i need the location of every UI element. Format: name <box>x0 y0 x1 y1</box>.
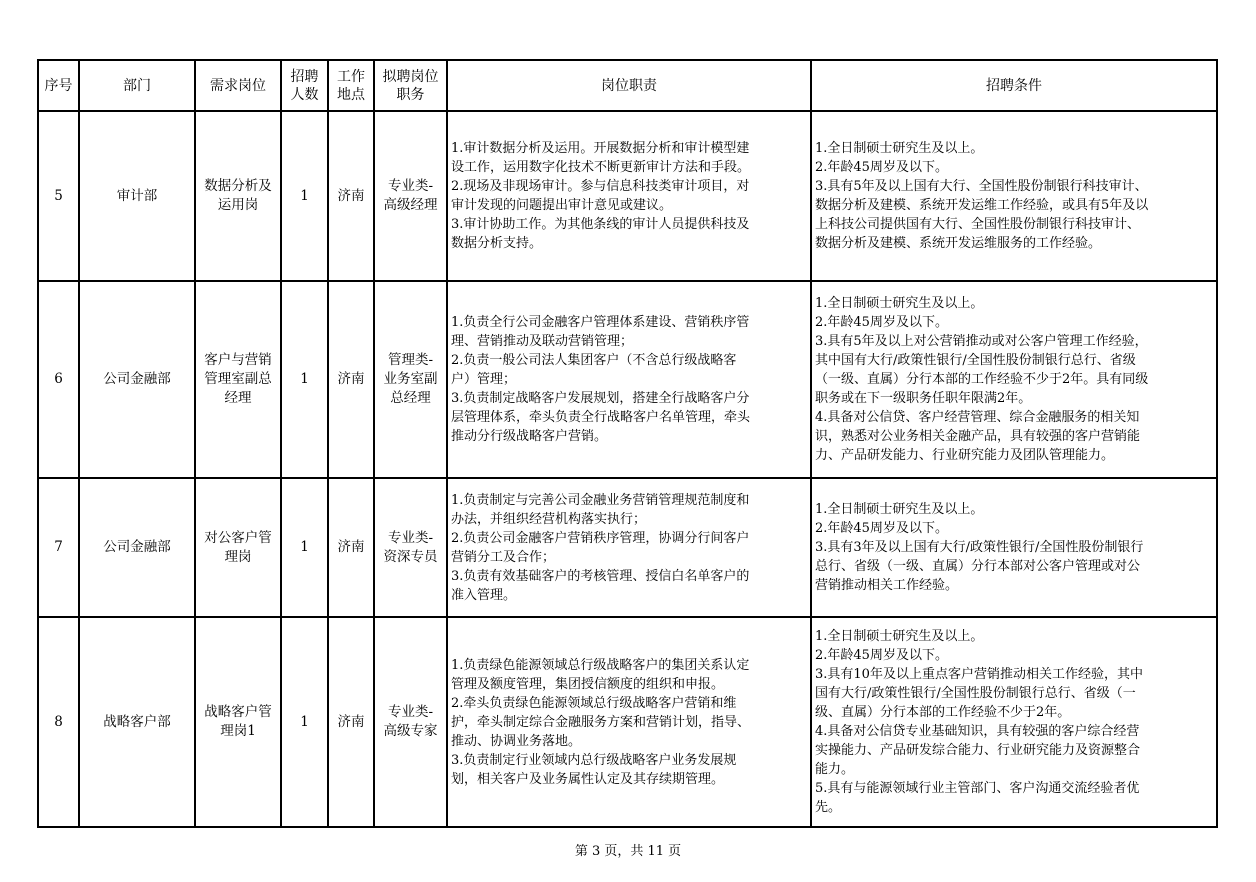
header-count <box>281 60 328 111</box>
cell-duties-line: 3.负责制定行业领域内总行级战略客户业务发展规 <box>451 752 737 768</box>
cell-duties-line: 营销分工及合作； <box>451 549 556 565</box>
cell-requirements-line: 1.全日制硕士研究生及以上。 <box>815 629 984 644</box>
cell-requirements-line: 力、产品研发能力、行业研究能力及团队管理能力。 <box>815 448 1115 463</box>
header-text-line: 部门 <box>123 77 151 94</box>
cell-duties-line: 层管理体系，牵头负责全行战略客户名单管理，牵头 <box>451 410 751 425</box>
cell-title-line: 业务室副 <box>383 371 438 387</box>
cell-duties <box>447 617 811 827</box>
cell-duties <box>447 281 811 478</box>
cell-requirements <box>811 281 1217 478</box>
cell-count: 1 <box>281 281 328 478</box>
cell-requirements-line: （一级、直属）分行本部的工作经验不少于2年。具有同级 <box>815 372 1149 387</box>
cell-position-line: 理岗 <box>224 548 252 565</box>
cell-requirements-line: 3.具有5年及以上国有大行、全国性股份制银行科技审计、 <box>815 179 1148 194</box>
cell-requirements-line: 5.具有与能源领域行业主管部门、客户沟通交流经验者优 <box>815 781 1140 796</box>
cell-requirements <box>811 478 1217 617</box>
cell-duties-line: 1.负责制定与完善公司金融业务营销管理规范制度和 <box>451 492 750 508</box>
cell-title-line: 管理类- <box>387 352 434 368</box>
cell-duties-line: 2.现场及非现场审计。参与信息科技类审计项目，对 <box>451 179 750 194</box>
cell-position <box>195 281 281 478</box>
cell-position-line: 客户与营销 <box>204 352 272 368</box>
header-requirements <box>811 60 1217 111</box>
cell-duties-line: 推动、协调业务落地。 <box>451 733 582 749</box>
cell-duties-line: 护，牵头制定综合金融服务方案和营销计划，指导、 <box>451 714 751 730</box>
cell-requirements-line: 2.年龄45周岁及以下。 <box>815 521 948 536</box>
header-text-line: 岗位职责 <box>601 77 657 94</box>
header-text-line: 需求岗位 <box>210 77 266 94</box>
cell-duties <box>447 111 811 281</box>
header-no <box>38 60 79 111</box>
header-text-line: 工作 <box>337 68 365 85</box>
cell-duties-line: 2.牵头负责绿色能源领域总行级战略客户营销和维 <box>451 695 737 711</box>
cell-requirements-line: 上科技公司提供国有大行、全国性股份制银行科技审计、 <box>815 217 1141 232</box>
header-duties <box>447 60 811 111</box>
cell-requirements-line: 1.全日制硕士研究生及以上。 <box>815 141 984 156</box>
cell-title-line: 专业类- <box>387 529 434 546</box>
cell-duties-line: 办法，并组织经营机构落实执行； <box>451 511 647 527</box>
table-row <box>38 478 1217 617</box>
cell-duties <box>447 478 811 617</box>
cell-position <box>195 111 281 281</box>
cell-title <box>374 111 447 281</box>
cell-title-line: 总经理 <box>390 390 431 406</box>
recruitment-table <box>37 59 1218 828</box>
cell-no: 8 <box>38 617 79 827</box>
cell-location: 济南 <box>328 617 374 827</box>
cell-requirements-line: 4.具备对公信贷专业基础知识，具有较强的客户综合经营 <box>815 724 1140 739</box>
cell-position-line: 运用岗 <box>217 197 259 213</box>
cell-duties-line: 1.负责全行公司金融客户管理体系建设、营销秩序管 <box>451 315 750 330</box>
cell-no: 6 <box>38 281 79 478</box>
cell-count: 1 <box>281 617 328 827</box>
cell-location: 济南 <box>328 281 374 478</box>
cell-duties-line: 管理及额度管理，集团授信额度的组织和申报。 <box>451 676 725 692</box>
header-text-line: 序号 <box>44 77 73 94</box>
cell-duties-line: 数据分析支持。 <box>451 236 543 251</box>
cell-duties-line: 2.负责公司金融客户营销秩序管理，协调分行间客户 <box>451 530 750 546</box>
cell-duties-line: 设工作，运用数字化技术不断更新审计方法和手段。 <box>451 160 751 175</box>
cell-requirements-line: 级、直属）分行本部的工作经验不少于2年。 <box>815 705 1071 720</box>
cell-duties-line: 户）管理； <box>451 372 517 387</box>
cell-duties-line: 划，相关客户及业务属性认定及其存续期管理。 <box>451 771 725 787</box>
cell-no: 5 <box>38 111 79 281</box>
cell-duties-line: 推动分行级战略客户营销。 <box>451 429 608 444</box>
cell-no: 7 <box>38 478 79 617</box>
cell-title <box>374 281 447 478</box>
cell-requirements-line: 总行、省级（一级、直属）分行本部对公客户管理或对公 <box>815 559 1141 574</box>
cell-duties-line: 审计发现的问题提出审计意见或建议。 <box>451 198 673 213</box>
header-text-line: 职务 <box>396 86 425 103</box>
cell-position-line: 管理室副总 <box>204 371 272 387</box>
cell-position-line: 经理 <box>224 390 252 406</box>
cell-location: 济南 <box>328 478 374 617</box>
page-number: 第 3 页，共 11 页 <box>574 844 682 859</box>
cell-requirements-line: 2.年龄45周岁及以下。 <box>815 648 948 663</box>
cell-requirements-line: 营销推动相关工作经验。 <box>815 578 959 593</box>
header-title <box>374 60 447 111</box>
cell-duties-line: 3.审计协助工作。为其他条线的审计人员提供科技及 <box>451 217 750 232</box>
cell-department: 公司金融部 <box>79 281 195 478</box>
cell-requirements-line: 3.具有3年及以上国有大行/政策性银行/全国性股份制银行 <box>815 540 1144 555</box>
cell-requirements-line: 职务或在下一级职务任职年限满2年。 <box>815 391 1032 406</box>
cell-department: 审计部 <box>79 111 195 281</box>
cell-title <box>374 617 447 827</box>
cell-requirements-line: 2.年龄45周岁及以下。 <box>815 160 948 175</box>
header-text-line: 地点 <box>337 86 365 103</box>
header-text-line: 人数 <box>290 86 319 103</box>
cell-requirements-line: 1.全日制硕士研究生及以上。 <box>815 296 984 311</box>
cell-requirements <box>811 617 1217 827</box>
table-header-row <box>38 60 1217 111</box>
cell-title-line: 资深专员 <box>383 548 438 565</box>
table-row <box>38 281 1217 478</box>
cell-requirements-line: 先。 <box>815 800 842 815</box>
cell-title <box>374 478 447 617</box>
cell-requirements-line: 4.具备对公信贷、客户经营管理、综合金融服务的相关知 <box>815 410 1140 425</box>
cell-department: 战略客户部 <box>79 617 195 827</box>
cell-requirements-line: 其中国有大行/政策性银行/全国性股份制银行总行、省级 <box>815 353 1136 368</box>
cell-duties-line: 2.负责一般公司法人集团客户（不含总行级战略客 <box>451 353 737 368</box>
table-row <box>38 111 1217 281</box>
cell-position-line: 对公客户管 <box>204 529 272 546</box>
cell-requirements-line: 国有大行/政策性银行/全国性股份制银行总行、省级（一 <box>815 686 1136 701</box>
table-row <box>38 617 1217 827</box>
header-department <box>79 60 195 111</box>
cell-requirements-line: 数据分析及建模、系统开发运维服务的工作经验。 <box>815 236 1102 251</box>
cell-requirements-line: 3.具有5年及以上对公营销推动或对公客户管理工作经验， <box>815 334 1148 349</box>
cell-duties-line: 1.负责绿色能源领域总行级战略客户的集团关系认定 <box>451 657 750 673</box>
cell-duties-line: 3.负责制定战略客户发展规划，搭建全行战略客户分 <box>451 391 750 406</box>
cell-requirements-line: 能力。 <box>815 762 855 777</box>
cell-title-line: 高级经理 <box>383 197 438 213</box>
cell-requirements-line: 1.全日制硕士研究生及以上。 <box>815 502 984 517</box>
cell-count: 1 <box>281 478 328 617</box>
header-location <box>328 60 374 111</box>
header-position <box>195 60 281 111</box>
cell-title-line: 高级专家 <box>383 723 438 739</box>
cell-requirements-line: 3.具有10年及以上重点客户营销推动相关工作经验，其中 <box>815 667 1143 682</box>
cell-requirements-line: 2.年龄45周岁及以下。 <box>815 315 948 330</box>
cell-position <box>195 478 281 617</box>
cell-location: 济南 <box>328 111 374 281</box>
cell-title-line: 专业类- <box>387 178 434 194</box>
cell-requirements-line: 数据分析及建模、系统开发运维工作经验，或具有5年及以 <box>815 198 1149 213</box>
cell-requirements <box>811 111 1217 281</box>
cell-position-line: 理岗1 <box>220 723 256 739</box>
cell-count: 1 <box>281 111 328 281</box>
cell-title-line: 专业类- <box>387 704 434 720</box>
cell-requirements-line: 识，熟悉对公业务相关金融产品，具有较强的客户营销能 <box>815 429 1141 444</box>
cell-duties-line: 3.负责有效基础客户的考核管理、授信白名单客户的 <box>451 568 750 584</box>
cell-position-line: 战略客户管 <box>204 704 272 720</box>
cell-duties-line: 准入管理。 <box>451 587 517 603</box>
cell-position-line: 数据分析及 <box>204 178 272 194</box>
cell-duties-line: 理、营销推动及联动营销管理； <box>451 334 634 349</box>
cell-position <box>195 617 281 827</box>
header-text-line: 招聘 <box>290 68 319 85</box>
cell-department: 公司金融部 <box>79 478 195 617</box>
header-text-line: 招聘条件 <box>986 77 1042 94</box>
header-text-line: 拟聘岗位 <box>382 68 439 85</box>
cell-requirements-line: 实操能力、产品研发综合能力、行业研究能力及资源整合 <box>815 743 1141 758</box>
cell-duties-line: 1.审计数据分析及运用。开展数据分析和审计模型建 <box>451 141 750 156</box>
